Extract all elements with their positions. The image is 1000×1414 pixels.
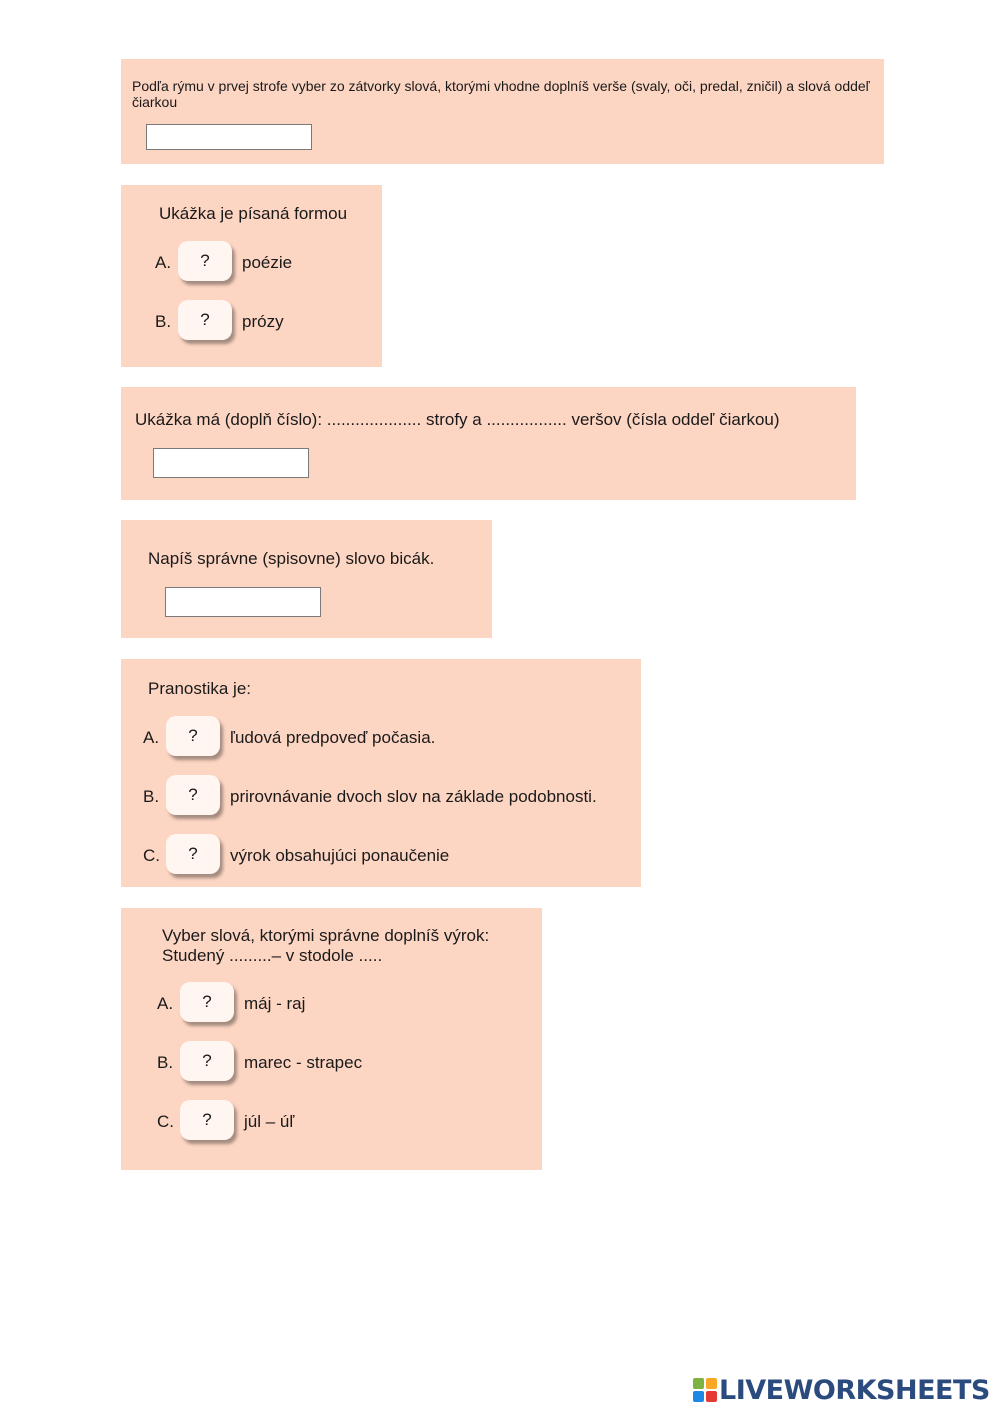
question-5-panel bbox=[121, 659, 641, 887]
option-label: prózy bbox=[242, 312, 284, 331]
question-1-panel bbox=[121, 59, 884, 164]
question-5-option-b bbox=[143, 775, 633, 819]
question-6-option-c-button[interactable]: ? bbox=[180, 1100, 234, 1140]
option-label: výrok obsahujúci ponaučenie bbox=[230, 846, 450, 865]
question-6-text: Vyber slová, ktorými správne doplníš výrok: Studený .........– v stodole ..... bbox=[162, 926, 490, 965]
option-label: poézie bbox=[242, 253, 293, 272]
question-6-option-b bbox=[157, 1041, 527, 1085]
question-6-option-a bbox=[157, 982, 527, 1026]
question-5-option-a bbox=[143, 716, 633, 760]
question-6-panel bbox=[121, 908, 542, 1170]
question-5-option-c bbox=[143, 834, 633, 878]
question-6-option-a-button[interactable]: ? bbox=[180, 982, 234, 1022]
question-5-option-a-button[interactable]: ? bbox=[166, 716, 220, 756]
question-4-text: Napíš správne (spisovne) slovo bicák. bbox=[148, 549, 435, 568]
option-letter: A. bbox=[143, 728, 160, 747]
question-5-option-b-button[interactable]: ? bbox=[166, 775, 220, 815]
question-3-text: Ukážka má (doplň číslo): .................... strofy a ................. veršov (čísla oddeľ čiarkou) bbox=[135, 410, 780, 429]
logo-square-icon bbox=[706, 1391, 717, 1402]
question-6-option-c bbox=[157, 1100, 527, 1144]
question-3-answer-input[interactable] bbox=[153, 448, 309, 478]
brand-text: LIVEWORKSHEETS bbox=[719, 1374, 990, 1406]
question-6-option-b-button[interactable]: ? bbox=[180, 1041, 234, 1081]
question-2-option-b-button[interactable]: ? bbox=[178, 300, 232, 340]
question-2-option-a-button[interactable]: ? bbox=[178, 241, 232, 281]
option-label: ľudová predpoveď počasia. bbox=[230, 728, 436, 747]
logo-square-icon bbox=[693, 1391, 704, 1402]
option-label: prirovnávanie dvoch slov na základe podobnosti. bbox=[230, 787, 597, 806]
question-1-text: Podľa rýmu v prvej strofe vyber zo zátvorky slová, ktorými vhodne doplníš verše (svaly, oči, predal, zničil) a slová oddeľ čiarkou bbox=[132, 78, 870, 110]
option-letter: A. bbox=[155, 253, 172, 272]
option-letter: C. bbox=[143, 846, 160, 865]
question-2-text: Ukážka je písaná formou bbox=[159, 204, 348, 223]
logo-square-icon bbox=[693, 1378, 704, 1389]
logo-square-icon bbox=[706, 1378, 717, 1389]
question-2-option-a bbox=[155, 241, 375, 285]
liveworksheets-logo-icon bbox=[693, 1378, 717, 1402]
option-letter: A. bbox=[157, 994, 174, 1013]
question-3-panel bbox=[121, 387, 856, 500]
option-letter: C. bbox=[157, 1112, 174, 1131]
option-label: marec - strapec bbox=[244, 1053, 363, 1072]
question-2-panel bbox=[121, 185, 382, 367]
question-5-text: Pranostika je: bbox=[148, 679, 251, 698]
option-label: júl – úľ bbox=[244, 1112, 295, 1131]
question-1-answer-input[interactable] bbox=[146, 124, 312, 150]
option-letter: B. bbox=[157, 1053, 174, 1072]
option-letter: B. bbox=[143, 787, 160, 806]
question-4-answer-input[interactable] bbox=[165, 587, 321, 617]
question-2-option-b bbox=[155, 300, 375, 344]
option-label: máj - raj bbox=[244, 994, 306, 1013]
option-letter: B. bbox=[155, 312, 172, 331]
question-5-option-c-button[interactable]: ? bbox=[166, 834, 220, 874]
question-4-panel bbox=[121, 520, 492, 638]
liveworksheets-brand bbox=[693, 1372, 990, 1408]
